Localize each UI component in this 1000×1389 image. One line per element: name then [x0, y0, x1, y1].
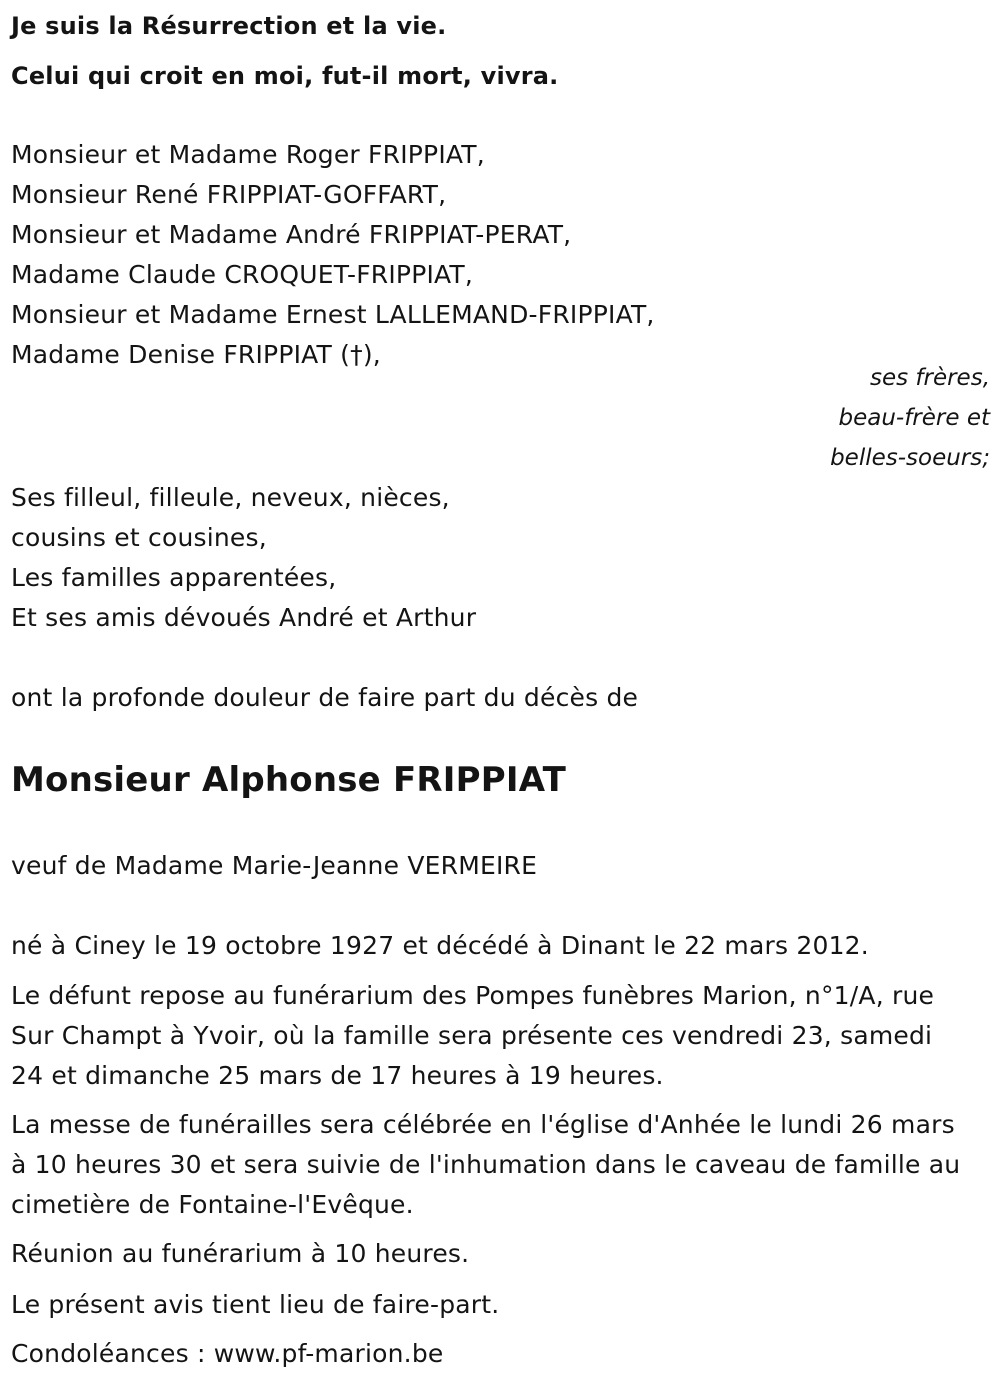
meeting-line: Réunion au funérarium à 10 heures.: [11, 1239, 470, 1268]
repose-line: Sur Champt à Yvoir, où la famille sera présente ces vendredi 23, samedi: [11, 1021, 933, 1050]
verse-line-2: Celui qui croit en moi, fut-il mort, vivra.: [11, 62, 559, 90]
relatives-line: Les familles apparentées,: [11, 563, 337, 592]
repose-line: 24 et dimanche 25 mars de 17 heures à 19 heures.: [11, 1061, 664, 1090]
family-member: Madame Denise FRIPPIAT (†),: [11, 340, 381, 369]
birth-death-line: né à Ciney le 19 octobre 1927 et décédé à Dinant le 22 mars 2012.: [11, 931, 869, 960]
relation-line: beau-frère et: [838, 405, 990, 431]
mass-line: La messe de funérailles sera célébrée en l'église d'Anhée le lundi 26 mars: [11, 1110, 955, 1139]
relatives-line: cousins et cousines,: [11, 523, 267, 552]
deceased-name: Monsieur Alphonse FRIPPIAT: [11, 760, 566, 800]
relatives-line: Ses filleul, filleule, neveux, nièces,: [11, 483, 450, 512]
relatives-line: Et ses amis dévoués André et Arthur: [11, 603, 477, 632]
family-member: Monsieur René FRIPPIAT-GOFFART,: [11, 180, 447, 209]
repose-line: Le défunt repose au funérarium des Pompes funèbres Marion, n°1/A, rue: [11, 981, 935, 1010]
family-member: Monsieur et Madame André FRIPPIAT-PERAT,: [11, 220, 572, 249]
family-member: Madame Claude CROQUET-FRIPPIAT,: [11, 260, 474, 289]
family-member: Monsieur et Madame Roger FRIPPIAT,: [11, 140, 485, 169]
widower-line: veuf de Madame Marie-Jeanne VERMEIRE: [11, 851, 538, 880]
mass-line: cimetière de Fontaine-l'Evêque.: [11, 1190, 414, 1219]
family-member: Monsieur et Madame Ernest LALLEMAND-FRIPPIAT,: [11, 300, 655, 329]
mass-line: à 10 heures 30 et sera suivie de l'inhumation dans le caveau de famille au: [11, 1150, 961, 1179]
verse-line-1: Je suis la Résurrection et la vie.: [11, 12, 447, 40]
relation-line: ses frères,: [869, 365, 990, 391]
notice-line: Le présent avis tient lieu de faire-part.: [11, 1290, 500, 1319]
relation-line: belles-soeurs;: [830, 445, 990, 471]
announcement: ont la profonde douleur de faire part du décès de: [11, 683, 639, 712]
condolences-line: Condoléances : www.pf-marion.be: [11, 1339, 444, 1368]
